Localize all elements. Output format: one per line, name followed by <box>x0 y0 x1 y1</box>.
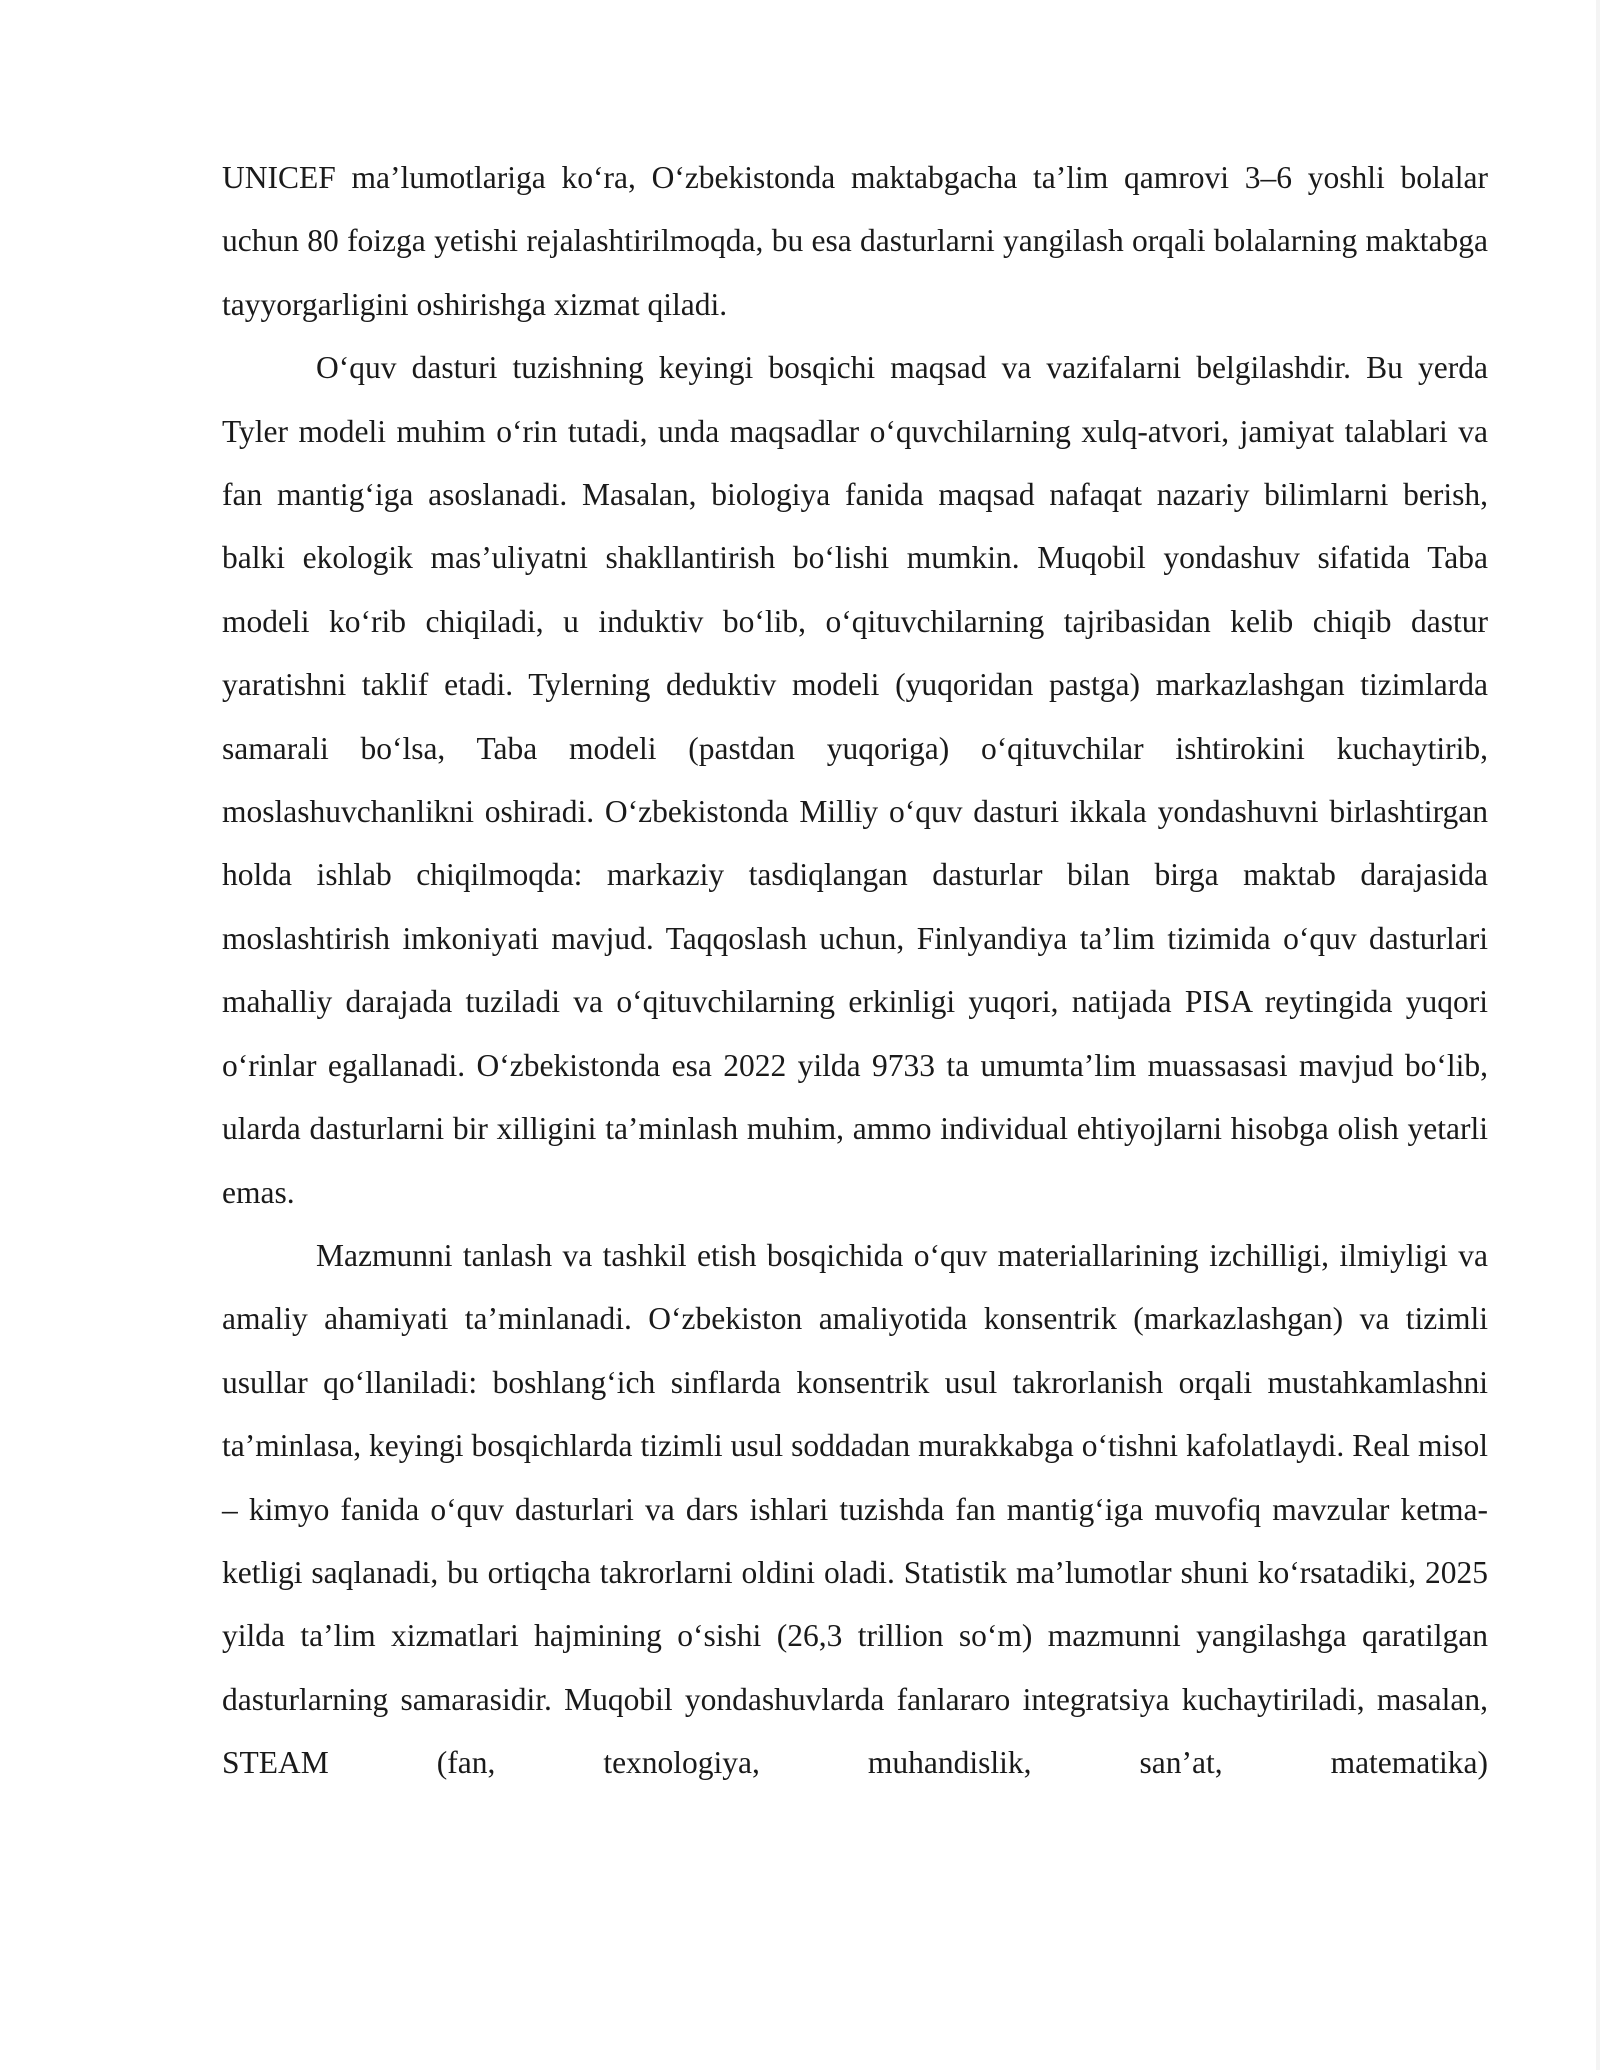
page-edge <box>1596 0 1600 2070</box>
document-body <box>222 146 1488 1795</box>
paragraph-goals-objectives: O‘quv dasturi tuzishning keyingi bosqichi maqsad va vazifalarni belgilashdir. Bu yerda Tyler modeli muhim o‘rin tutadi, unda maqsadlar o‘quvchilarning xulq-atvori, jamiyat talablari va fan mantig‘iga asoslanadi. Masalan, biologiya fanida maqsad nafaqat nazariy bilimlarni berish, balki ekologik mas’uliyatni shakllantirish bo‘lishi mumkin. Muqobil yondashuv sifatida Taba modeli ko‘rib chiqiladi, u induktiv bo‘lib, o‘qituvchilarning tajribasidan kelib chiqib dastur yaratishni taklif etadi. Tylerning deduktiv modeli (yuqoridan pastga) markazlashgan tizimlarda samarali bo‘lsa, Taba modeli (pastdan yuqoriga) o‘qituvchilar ishtirokini kuchaytirib, moslashuvchanlikni oshiradi. O‘zbekistonda Milliy o‘quv dasturi ikkala yondashuvni birlashtirgan holda ishlab chiqilmoqda: markaziy tasdiqlangan dasturlar bilan birga maktab darajasida moslashtirish imkoniyati mavjud. Taqqoslash uchun, Finlyandiya ta’lim tizimida o‘quv dasturlari mahalliy darajada tuziladi va o‘qituvchilarning erkinligi yuqori, natijada PISA reytingida yuqori o‘rinlar egallanadi. O‘zbekistonda esa 2022 yilda 9733 ta umumta’lim muassasasi mavjud bo‘lib, ularda dasturlarni bir xilligini ta’minlash muhim, ammo individual ehtiyojlarni hisobga olish yetarli emas. <box>222 350 1488 1210</box>
paragraph-unicef: UNICEF ma’lumotlariga ko‘ra, O‘zbekistonda maktabgacha ta’lim qamrovi 3–6 yoshli bolalar uchun 80 foizga yetishi rejalashtirilmoqda, bu esa dasturlarni yangilash orqali bolalarning maktabga tayyorgarligini oshirishga xizmat qiladi. <box>222 160 1488 322</box>
paragraph-content-selection: Mazmunni tanlash va tashkil etish bosqichida o‘quv materiallarining izchilligi, ilmiyligi va amaliy ahamiyati ta’minlanadi. O‘zbekiston amaliyotida konsentrik (markazlashgan) va tizimli usullar qo‘llaniladi: boshlang‘ich sinflarda konsentrik usul takrorlanish orqali mustahkamlashni ta’minlasa, keyingi bosqichlarda tizimli usul soddadan murakkabga o‘tishni kafolatlaydi. Real misol – kimyo fanida o‘quv dasturlari va dars ishlari tuzishda fan mantig‘iga muvofiq mavzular ketma-ketligi saqlanadi, bu ortiqcha takrorlarni oldini oladi. Statistik ma’lumotlar shuni ko‘rsatadiki, 2025 yilda ta’lim xizmatlari hajmining o‘sishi (26,3 trillion so‘m) mazmunni yangilashga qaratilgan dasturlarning samarasidir. Muqobil yondashuvlarda fanlararo integratsiya kuchaytiriladi, masalan, STEAM (fan, texnologiya, muhandislik, san’at, matematika) <box>222 1237 1488 1781</box>
